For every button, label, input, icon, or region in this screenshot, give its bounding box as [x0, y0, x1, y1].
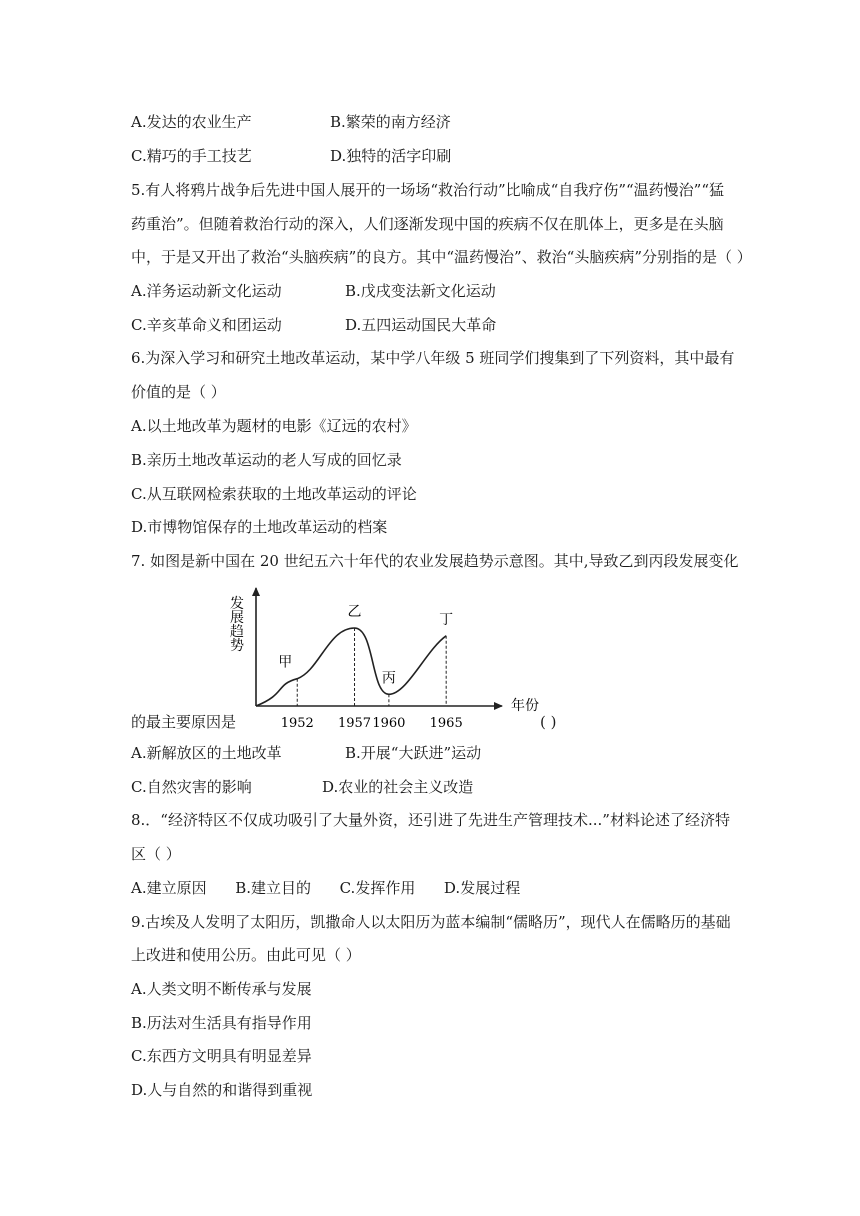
q7-option-d: D.农业的社会主义改造	[322, 778, 474, 796]
y-axis-label	[230, 596, 244, 654]
y-axis-label-char: 势	[230, 638, 244, 654]
q4-option-b: B.繁荣的南方经济	[330, 113, 451, 131]
q9-stem-line-2: 上改进和使用公历。由此可见（ ）	[131, 946, 361, 964]
point-label: 甲	[278, 654, 293, 671]
q6-stem-line-1: 6.为深入学习和研究土地改革运动，某中学八年级 5 班同学们搜集到了下列资料，其中最有	[131, 349, 735, 367]
q6-option-c: C.从互联网检索获取的土地改革运动的评论	[131, 485, 417, 503]
y-axis-label-char: 趋	[230, 624, 244, 640]
q9-option-a: A.人类文明不断传承与发展	[131, 980, 312, 998]
q5-stem-line-1: 5.有人将鸦片战争后先进中国人展开的一场场“救治行动”比喻成“自我疗伤”“温药慢治”“猛	[131, 181, 724, 199]
point-label: 丙	[381, 670, 396, 687]
y-axis-label-char: 展	[230, 610, 244, 626]
q9-stem-line-1: 9.古埃及人发明了太阳历，凯撒命人以太阳历为蓝本编制“儒略历”，现代人在儒略历的基础	[131, 913, 731, 931]
q5-option-a: A.洋务运动新文化运动	[131, 282, 282, 300]
q7-option-c: C.自然灾害的影响	[131, 778, 252, 796]
q9-option-c: C.东西方文明具有明显差异	[131, 1047, 312, 1065]
q6-option-a: A.以土地改革为题材的电影《辽远的农村》	[131, 417, 417, 435]
agriculture-trend-chart	[226, 580, 539, 735]
q9-option-b: B.历法对生活具有指导作用	[131, 1014, 312, 1032]
q8-stem-line-1: 8.．“经济特区不仅成功吸引了大量外资，还引进了先进生产管理技术...”材料论述了经济特	[131, 811, 730, 829]
x-tick-label: 1952	[280, 716, 314, 731]
q7-option-b: B.开展“大跃进”运动	[345, 744, 482, 762]
point-label: 乙	[347, 604, 362, 620]
q7-answer-paren: ( )	[540, 713, 557, 731]
q5-option-b: B.戊戌变法新文化运动	[345, 282, 496, 300]
q8-stem-line-2: 区（ ）	[131, 845, 181, 863]
x-tick-label: 1957	[337, 716, 372, 731]
point-label: 丁	[439, 611, 454, 628]
q4-option-d: D.独特的活字印刷	[330, 147, 452, 165]
q7-stem-line-1: 7. 如图是新中国在 20 世纪五六十年代的农业发展趋势示意图。其中,导致乙到丙段发展变化	[131, 552, 739, 570]
q9-option-d: D.人与自然的和谐得到重视	[131, 1081, 313, 1099]
x-axis-label: 年份	[511, 698, 539, 714]
q5-option-d: D.五四运动国民大革命	[345, 316, 497, 334]
q4-option-c: C.精巧的手工技艺	[131, 147, 252, 165]
q6-stem-line-2: 价值的是（ ）	[131, 383, 226, 401]
q5-stem-line-2: 药重治”。但随着救治行动的深入，人们逐渐发现中国的疾病不仅在肌体上，更多是在头脑	[131, 215, 724, 233]
q8-options: A.建立原因 B.建立目的 C.发挥作用 D.发展过程	[131, 879, 521, 897]
q4-option-a: A.发达的农业生产	[131, 113, 252, 131]
q5-stem-line-3: 中，于是又开出了救治“头脑疾病”的良方。其中“温药慢治”、救治“头脑疾病”分别指的是（ ）	[131, 248, 752, 266]
x-tick-label: 1960	[372, 716, 406, 731]
q6-option-d: D.市博物馆保存的土地改革运动的档案	[131, 518, 388, 536]
q7-stem-line-2: 的最主要原因是	[131, 713, 237, 731]
q6-option-b: B.亲历土地改革运动的老人写成的回忆录	[131, 451, 402, 469]
q7-option-a: A.新解放区的土地改革	[131, 744, 282, 762]
q5-option-c: C.辛亥革命义和团运动	[131, 316, 282, 334]
x-tick-label: 1965	[429, 716, 463, 731]
y-axis-label-char: 发	[230, 596, 244, 612]
